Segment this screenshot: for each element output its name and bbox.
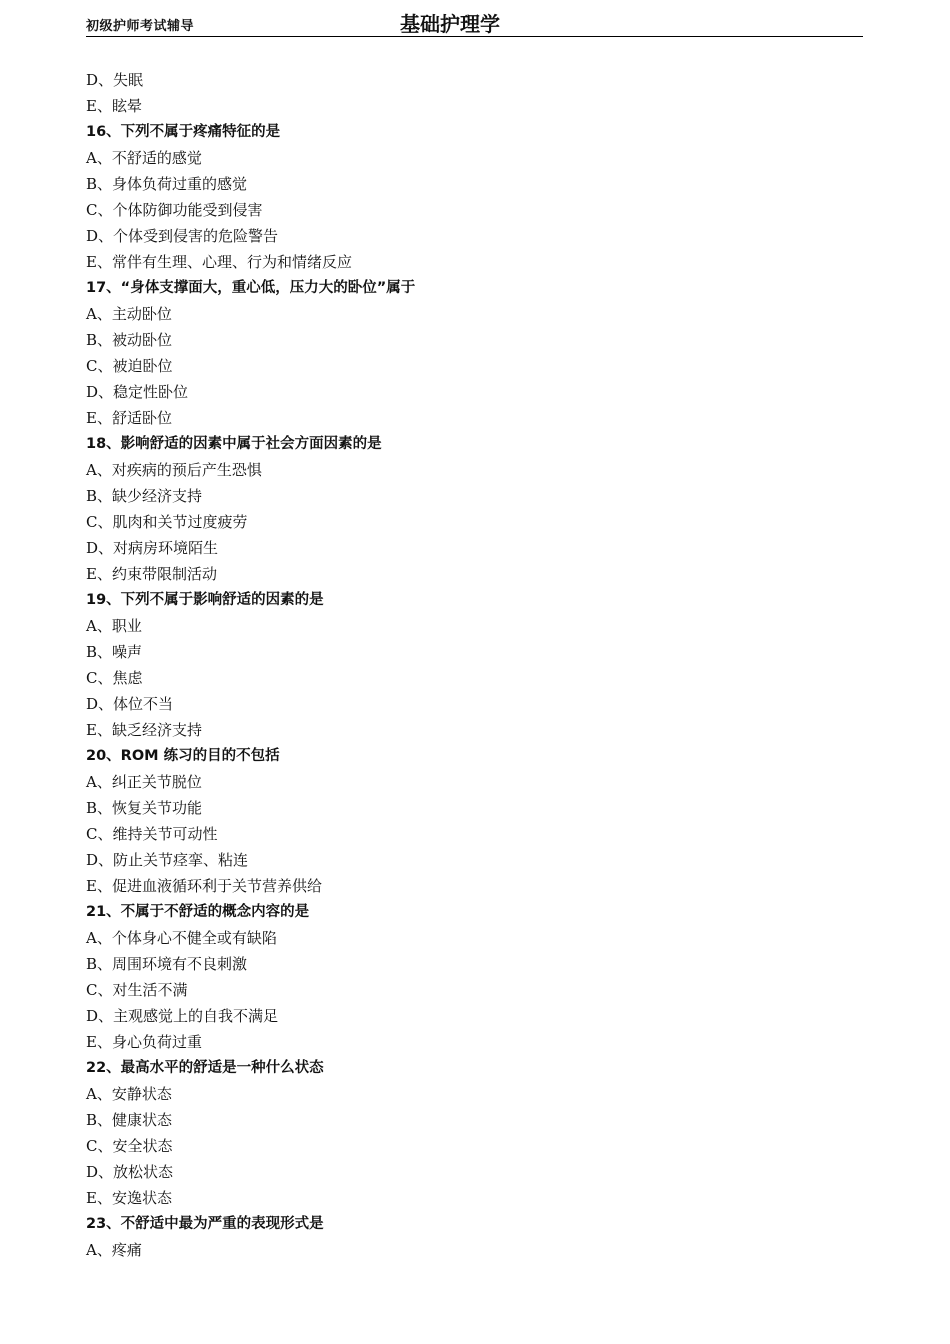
question-stem: 18、影响舒适的因素中属于社会方面因素的是 (86, 436, 382, 452)
answer-option: D、失眠 (86, 71, 144, 89)
answer-option: B、噪声 (86, 643, 143, 661)
answer-option: B、被动卧位 (86, 331, 173, 349)
answer-option: E、眩晕 (86, 97, 142, 115)
answer-option: B、健康状态 (86, 1111, 173, 1129)
answer-option: C、对生活不满 (86, 981, 188, 999)
question-list (86, 67, 866, 1263)
answer-option: B、周围环境有不良刺激 (86, 955, 248, 973)
question-stem: 17、“身体支撑面大，重心低，压力大的卧位”属于 (86, 280, 416, 296)
answer-option: E、身心负荷过重 (86, 1033, 202, 1051)
answer-option: D、稳定性卧位 (86, 383, 189, 401)
answer-option: C、维持关节可动性 (86, 825, 218, 843)
header-subject-title: 基础护理学 (400, 12, 500, 36)
answer-option: E、舒适卧位 (86, 409, 172, 427)
answer-option: D、主观感觉上的自我不满足 (86, 1007, 279, 1025)
answer-option: D、对病房环境陌生 (86, 539, 219, 557)
page-header (86, 10, 863, 37)
answer-option: B、恢复关节功能 (86, 799, 203, 817)
answer-option: E、促进血液循环利于关节营养供给 (86, 877, 322, 895)
answer-option: D、个体受到侵害的危险警告 (86, 227, 279, 245)
answer-option: A、纠正关节脱位 (86, 773, 202, 791)
answer-option: D、体位不当 (86, 695, 174, 713)
answer-option: E、常伴有生理、心理、行为和情绪反应 (86, 253, 352, 271)
answer-option: C、被迫卧位 (86, 357, 173, 375)
answer-option: A、职业 (86, 617, 142, 635)
answer-option: C、安全状态 (86, 1137, 173, 1155)
header-course-title: 初级护师考试辅导 (86, 19, 195, 34)
question-stem: 22、最高水平的舒适是一种什么状态 (86, 1060, 324, 1076)
question-stem: 23、不舒适中最为严重的表现形式是 (86, 1216, 324, 1232)
answer-option: A、个体身心不健全或有缺陷 (86, 929, 277, 947)
answer-option: A、不舒适的感觉 (86, 149, 202, 167)
question-stem: 21、不属于不舒适的概念内容的是 (86, 904, 310, 920)
answer-option: A、安静状态 (86, 1085, 172, 1103)
answer-option: E、约束带限制活动 (86, 565, 217, 583)
question-stem: 20、ROM 练习的目的不包括 (86, 748, 280, 764)
question-stem: 16、下列不属于疼痛特征的是 (86, 124, 281, 140)
answer-option: C、焦虑 (86, 669, 143, 687)
answer-option: E、缺乏经济支持 (86, 721, 202, 739)
answer-option: D、放松状态 (86, 1163, 174, 1181)
answer-option: C、个体防御功能受到侵害 (86, 201, 263, 219)
answer-option: C、肌肉和关节过度疲劳 (86, 513, 248, 531)
answer-option: B、身体负荷过重的感觉 (86, 175, 248, 193)
answer-option: A、主动卧位 (86, 305, 172, 323)
answer-option: B、缺少经济支持 (86, 487, 203, 505)
answer-option: D、防止关节痉挛、粘连 (86, 851, 249, 869)
answer-option: A、对疾病的预后产生恐惧 (86, 461, 262, 479)
answer-option: A、疼痛 (86, 1241, 142, 1259)
question-stem: 19、下列不属于影响舒适的因素的是 (86, 592, 324, 608)
answer-option: E、安逸状态 (86, 1189, 172, 1207)
